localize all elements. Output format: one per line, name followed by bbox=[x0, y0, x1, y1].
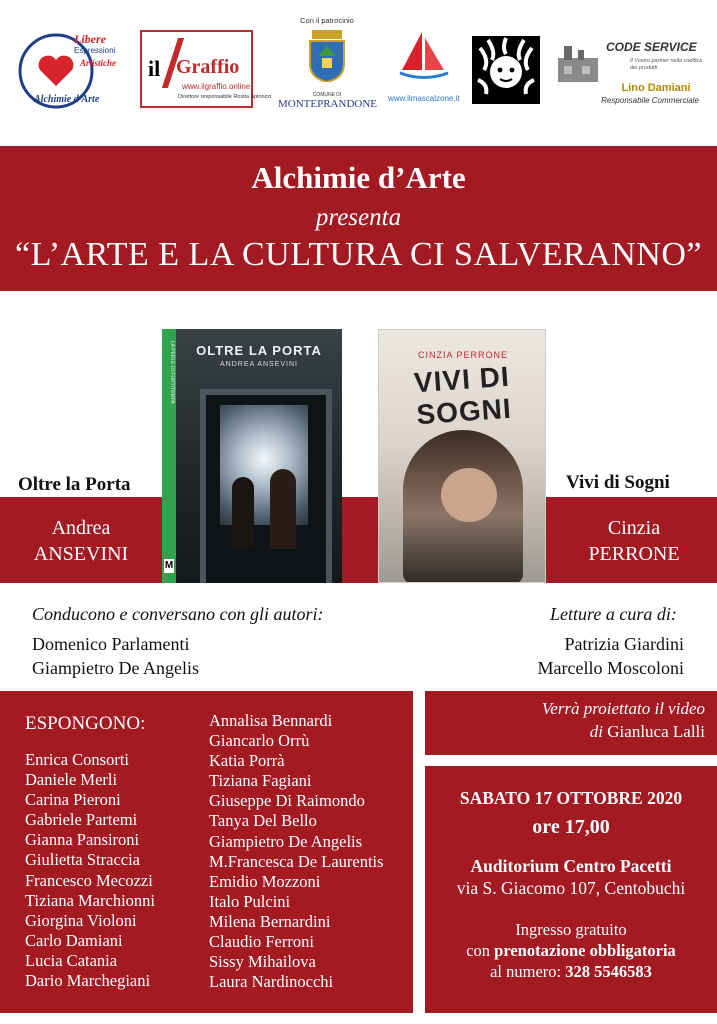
exhibitor-name: Dario Marchegiani bbox=[25, 971, 151, 991]
publisher-mark: M bbox=[164, 560, 174, 571]
exhibitor-name: Tiziana Marchionni bbox=[25, 890, 155, 910]
exhibitor-name: Annalisa Bennardi bbox=[209, 711, 333, 730]
logo-text: Direttore responsabile Rosita Spinozzi bbox=[178, 94, 272, 100]
phone-number: 328 5546583 bbox=[565, 962, 652, 981]
exhibitor-name: Giulietta Straccia bbox=[25, 850, 140, 870]
mascalzone-logo bbox=[388, 30, 458, 110]
book1-author-last: ANSEVINI bbox=[33, 543, 129, 565]
event-venue: Auditorium Centro Pacetti bbox=[470, 856, 672, 876]
event-info-box bbox=[425, 766, 717, 1013]
exhibitors-heading: ESPONGONO: bbox=[25, 713, 146, 734]
moderator-name: Domenico Parlamenti bbox=[32, 634, 190, 654]
exhibitor-name: Carina Pieroni bbox=[25, 790, 121, 810]
exhibitor-name: Claudio Ferroni bbox=[209, 932, 314, 952]
event-time: ore 17,00 bbox=[532, 816, 610, 838]
exhibitor-name: Tiziana Fagiani bbox=[209, 771, 312, 791]
event-date: SABATO 17 OTTOBRE 2020 bbox=[459, 788, 683, 808]
cover-author: ANDREA ANSEVINI bbox=[219, 361, 299, 368]
video-line2 bbox=[425, 722, 705, 742]
comune-logo bbox=[278, 10, 376, 112]
cover-author: CINZIA PERRONE bbox=[417, 350, 508, 360]
logo-text: Il Vostro partner nella codifica dei prodotti bbox=[630, 58, 703, 71]
book1-author-first: Andrea bbox=[51, 517, 111, 539]
exhibitor-name: Tanya Del Bello bbox=[209, 811, 317, 831]
exhibitor-name: Gianna Pansironi bbox=[25, 830, 140, 850]
presenta-text: presenta bbox=[315, 204, 402, 231]
exhibitor-name: Giampietro De Angelis bbox=[209, 831, 363, 851]
book2-author-band bbox=[546, 497, 717, 583]
exhibitor-name: Daniele Merli bbox=[25, 770, 118, 790]
logo-text: Espressioni bbox=[74, 46, 116, 55]
moderators-list bbox=[32, 632, 199, 680]
booking-prefix: con bbox=[466, 941, 491, 960]
exhibitor-name: Milena Bernardini bbox=[209, 911, 331, 931]
logo-text: CODE SERVICE bbox=[606, 40, 697, 54]
logo-text: COMUNE DI bbox=[312, 92, 342, 98]
video-line1: Verrà proiettato il video bbox=[541, 699, 705, 718]
moderators-label: Conducono e conversano con gli autori: bbox=[32, 604, 324, 624]
book2-author-first: Cinzia bbox=[607, 517, 661, 539]
sponsor-logos bbox=[0, 0, 717, 140]
video-box bbox=[425, 691, 717, 755]
logo-text: www.ilmascalzone.it bbox=[388, 94, 460, 103]
event-title: “L’ARTE E LA CULTURA CI SALVERANNO” bbox=[15, 236, 702, 273]
phone-line bbox=[425, 962, 717, 982]
codeservice-logo bbox=[556, 40, 706, 112]
event-address: via S. Giacomo 107, Centobuchi bbox=[456, 878, 686, 898]
exhibitor-name: Gabriele Partemi bbox=[25, 810, 138, 830]
medusa-logo bbox=[470, 34, 542, 106]
exhibitor-name: Lucia Catania bbox=[25, 950, 118, 970]
logo-text: Responsabile Commerciale bbox=[601, 96, 699, 105]
child-silhouette bbox=[232, 477, 254, 547]
exhibitors-col2 bbox=[209, 711, 384, 992]
logo-text: il bbox=[148, 56, 161, 81]
readings-list bbox=[508, 632, 684, 680]
cover-title: VIVI DI SOGNI bbox=[413, 360, 513, 431]
logo-text: Lino Damiani bbox=[621, 82, 691, 94]
exhibitor-name: Giancarlo Orrù bbox=[209, 731, 310, 751]
exhibitor-name: Emidio Mozzoni bbox=[209, 871, 321, 891]
book1-title: Oltre la Porta bbox=[18, 474, 131, 495]
phone-prefix: al numero: bbox=[490, 962, 562, 981]
sailboat-icon bbox=[398, 30, 450, 82]
logo-text: www.ilgraffio.online bbox=[182, 82, 251, 91]
alchimie-logo bbox=[16, 28, 126, 110]
booking-text bbox=[425, 941, 717, 961]
exhibitor-name: Francesco Mecozzi bbox=[25, 870, 153, 890]
spine-text: LA PERLE DI FURTITEMPA bbox=[169, 341, 175, 404]
exhibitor-name: Italo Pulcini bbox=[209, 891, 291, 911]
exhibitor-name: Enrica Consorti bbox=[25, 750, 130, 769]
exhibitor-name: M.Francesca De Laurentis bbox=[209, 851, 384, 871]
book2-title: Vivi di Sogni bbox=[566, 472, 670, 493]
patrocinio-text: Con il patrocinio bbox=[300, 16, 354, 25]
moderator-name: Giampietro De Angelis bbox=[32, 658, 199, 678]
exhibitor-name: Giorgina Violoni bbox=[25, 910, 137, 930]
readings-label: Letture a cura di: bbox=[550, 604, 677, 624]
exhibitor-name: Katia Porrà bbox=[209, 751, 285, 771]
logo-text: Graffio bbox=[176, 56, 240, 78]
medusa-icon bbox=[470, 34, 542, 106]
book1-author-band bbox=[0, 497, 162, 583]
exhibitors-col1 bbox=[25, 750, 155, 991]
coat-of-arms-icon bbox=[306, 30, 348, 82]
book1-cover bbox=[162, 329, 342, 583]
video-prefix: di bbox=[589, 722, 604, 741]
event-header bbox=[0, 146, 717, 291]
exhibitor-name: Giuseppe Di Raimondo bbox=[209, 791, 365, 811]
boy-face bbox=[441, 468, 497, 522]
book2-author-last: PERRONE bbox=[588, 543, 680, 565]
exhibitor-name: Sissy Mihailova bbox=[209, 952, 316, 972]
ilgraffio-logo bbox=[140, 30, 272, 108]
exhibitor-name: Carlo Damiani bbox=[25, 930, 123, 950]
logo-text: Libere bbox=[74, 32, 106, 46]
video-author: Gianluca Lalli bbox=[607, 722, 705, 741]
logo-text: MONTEPRANDONE bbox=[278, 98, 377, 110]
book2-cover bbox=[378, 329, 546, 583]
reader-name: Marcello Moscoloni bbox=[537, 658, 684, 678]
booking-required: prenotazione obbligatoria bbox=[494, 941, 676, 960]
child-silhouette bbox=[270, 469, 296, 549]
organizer-title: Alchimie d’Arte bbox=[251, 160, 466, 195]
cover-title: OLTRE LA PORTA bbox=[196, 343, 322, 358]
reader-name: Patrizia Giardini bbox=[564, 634, 684, 654]
logo-text: Alchimie d'Arte bbox=[34, 94, 100, 105]
middle-band bbox=[342, 497, 378, 583]
exhibitor-name: Laura Nardinocchi bbox=[209, 972, 334, 992]
logo-text: Artistiche bbox=[80, 58, 117, 68]
exhibitors-box bbox=[0, 691, 413, 1013]
factory-icon bbox=[556, 44, 602, 84]
entry-text: Ingresso gratuito bbox=[515, 920, 627, 939]
